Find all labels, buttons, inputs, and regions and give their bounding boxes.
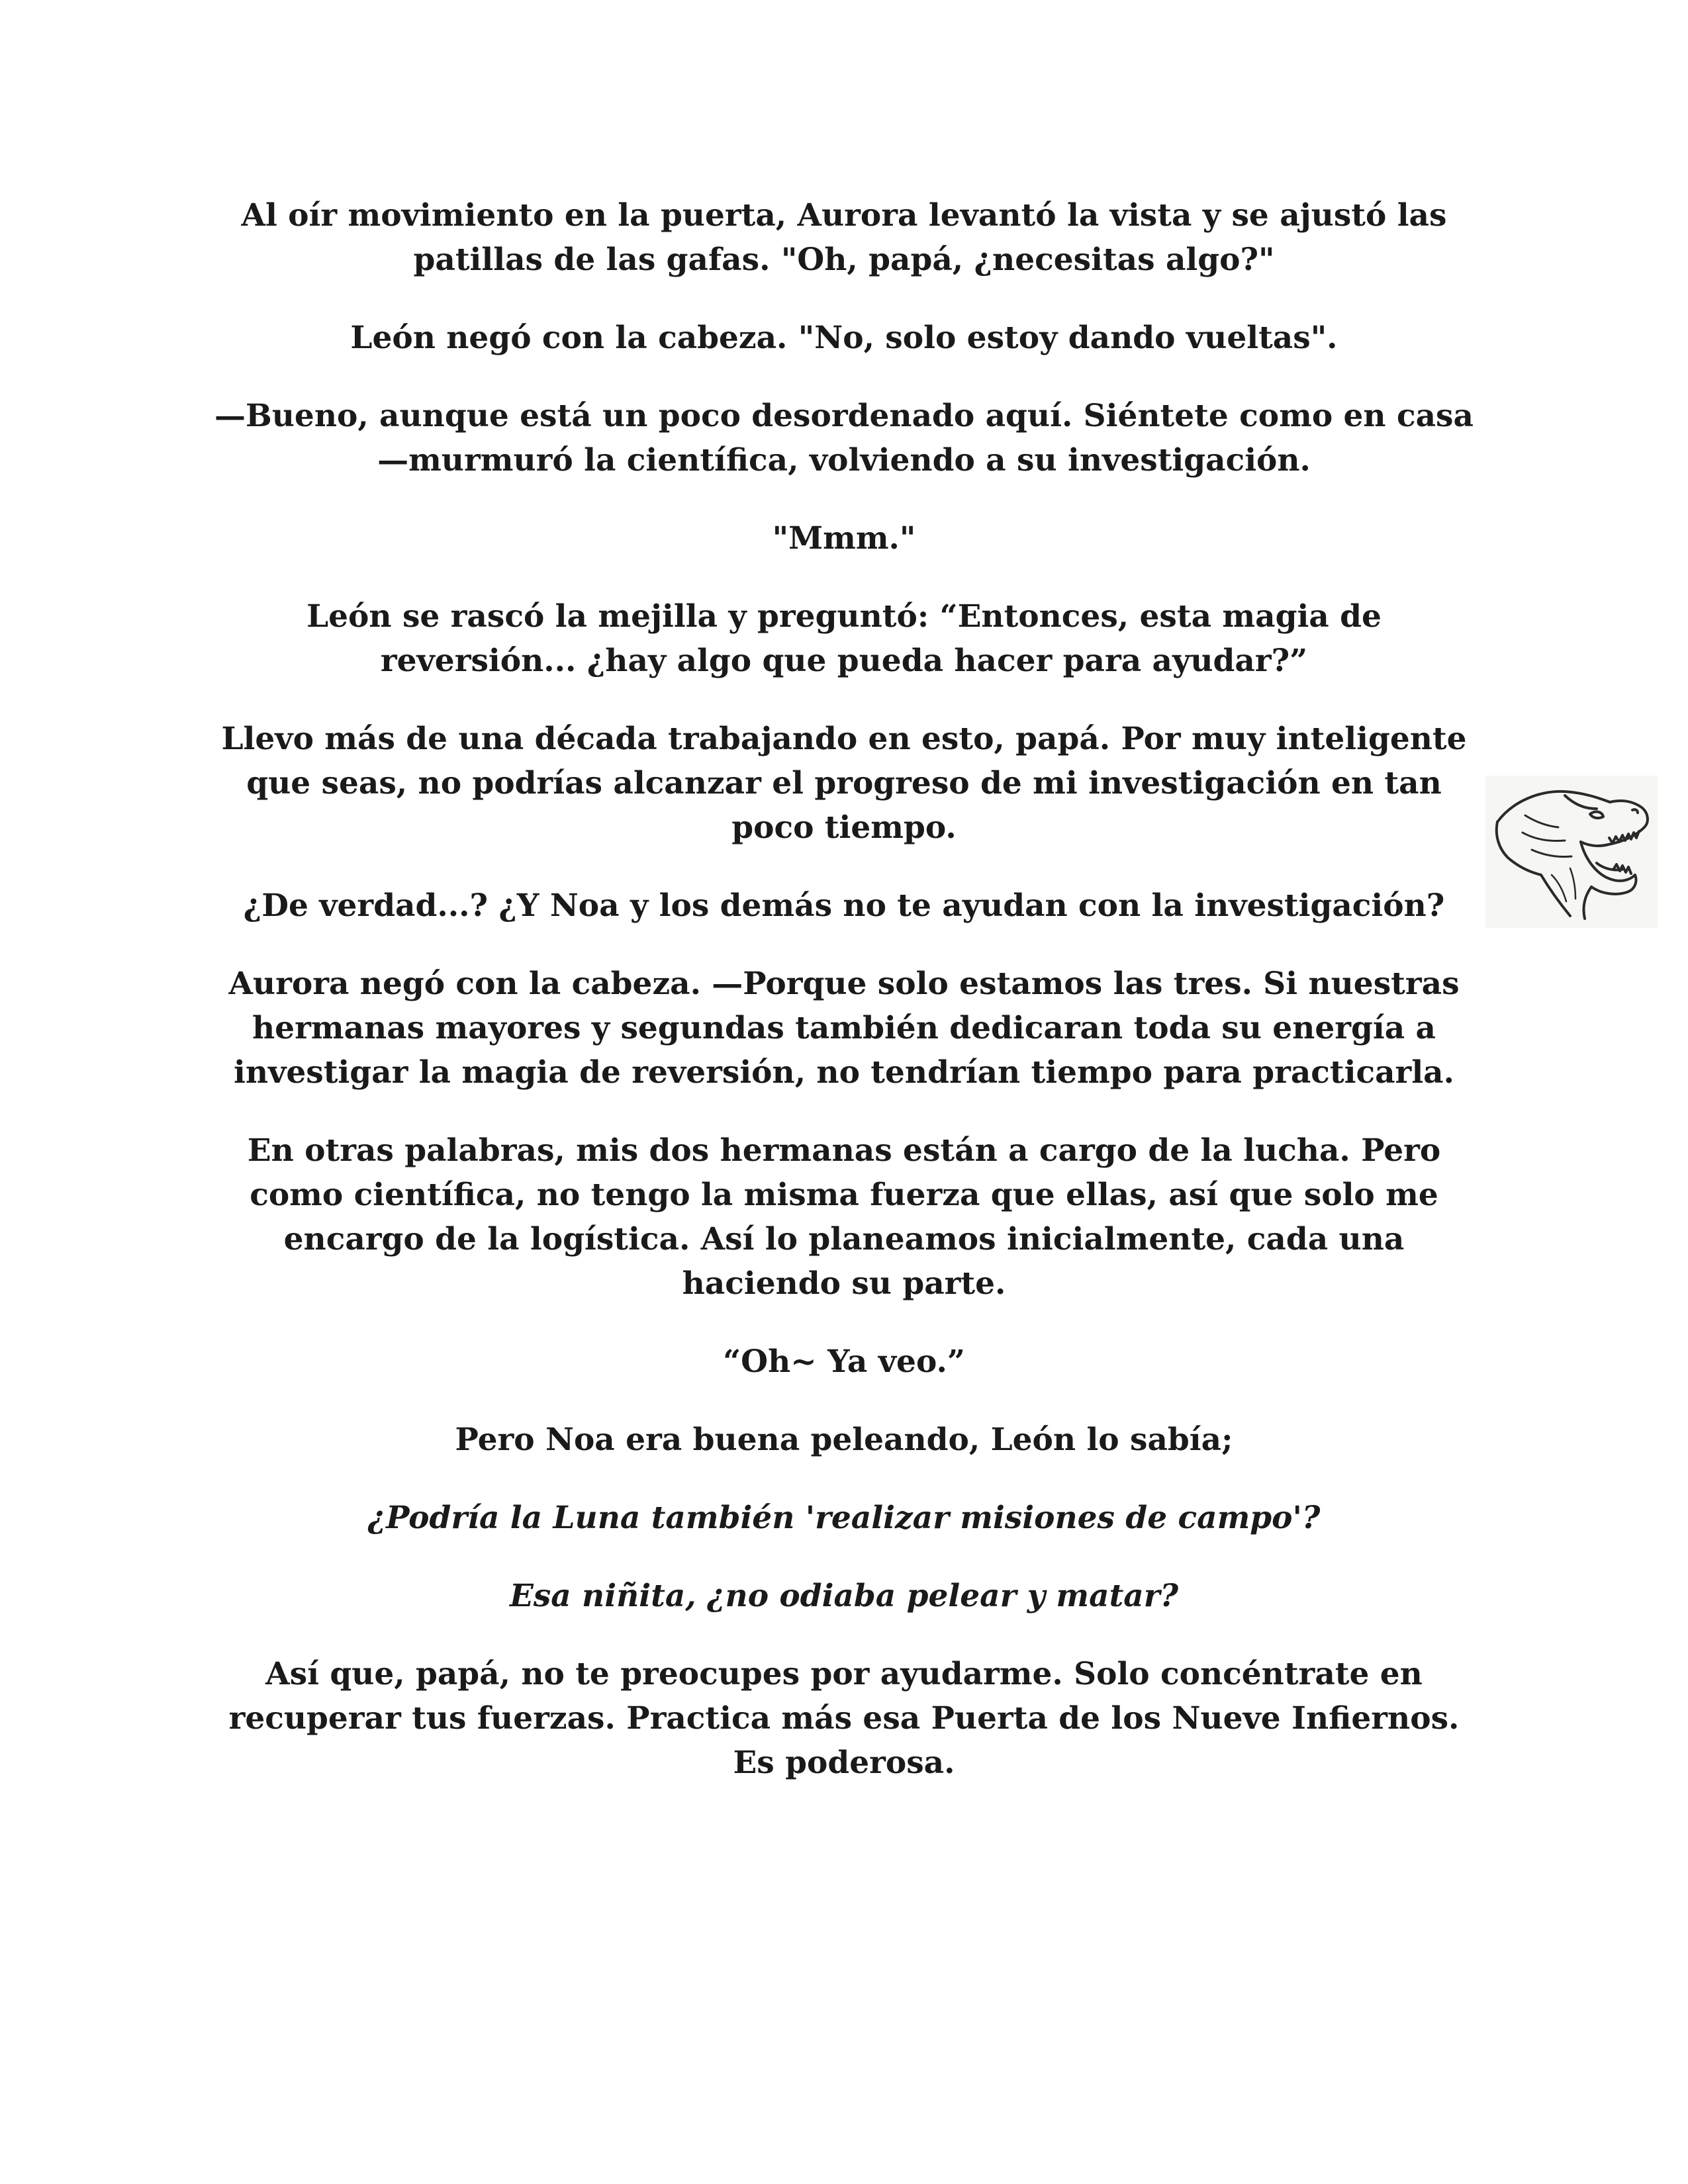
paragraph: León negó con la cabeza. "No, solo estoy dando vueltas".: [350, 320, 1338, 356]
paragraph: Al oír movimiento en la puerta, Aurora levantó la vista y se ajustó las patillas de las gafas. "Oh, papá, ¿necesitas algo?": [241, 197, 1447, 278]
paragraph: “Oh~ Ya veo.”: [723, 1343, 965, 1380]
paragraph-italic: Esa niñita, ¿no odiaba pelear y matar?: [509, 1578, 1179, 1614]
paragraph: —Bueno, aunque está un poco desordenado aquí. Siéntete como en casa —murmuró la científica, volviendo a su investigación.: [214, 398, 1474, 478]
paragraph: Llevo más de una década trabajando en esto, papá. Por muy inteligente que seas, no podrías alcanzar el progreso de mi investigación en tan poco tiempo.: [221, 721, 1467, 846]
paragraph: ¿De verdad...? ¿Y Noa y los demás no te ayudan con la investigación?: [243, 887, 1445, 924]
dinosaur-sketch-icon: [1485, 776, 1658, 928]
paragraph: "Mmm.": [772, 520, 916, 557]
paragraph: León se rascó la mejilla y preguntó: “Entonces, esta magia de reversión... ¿hay algo que pueda hacer para ayudar?”: [306, 598, 1382, 679]
paragraph: Pero Noa era buena peleando, León lo sabía;: [455, 1422, 1233, 1458]
paragraph: En otras palabras, mis dos hermanas están a cargo de la lucha. Pero como científica, no tengo la misma fuerza que ellas, así que solo me encargo de la logística. Así lo planeamos inicialmente, cada una haciendo su parte.: [247, 1132, 1441, 1302]
paragraph: Así que, papá, no te preocupes por ayudarme. Solo concéntrate en recuperar tus fuerzas. Practica más esa Puerta de los Nueve Infiernos. Es poderosa.: [228, 1656, 1460, 1781]
paragraph: Aurora negó con la cabeza. —Porque solo estamos las tres. Si nuestras hermanas mayores y segundas también dedicaran toda su energía a investigar la magia de reversión, no tendrían tiempo para practicarla.: [228, 966, 1460, 1091]
paragraph-italic: ¿Podría la Luna también 'realizar misiones de campo'?: [367, 1500, 1321, 1536]
body-text: [212, 193, 1476, 1819]
